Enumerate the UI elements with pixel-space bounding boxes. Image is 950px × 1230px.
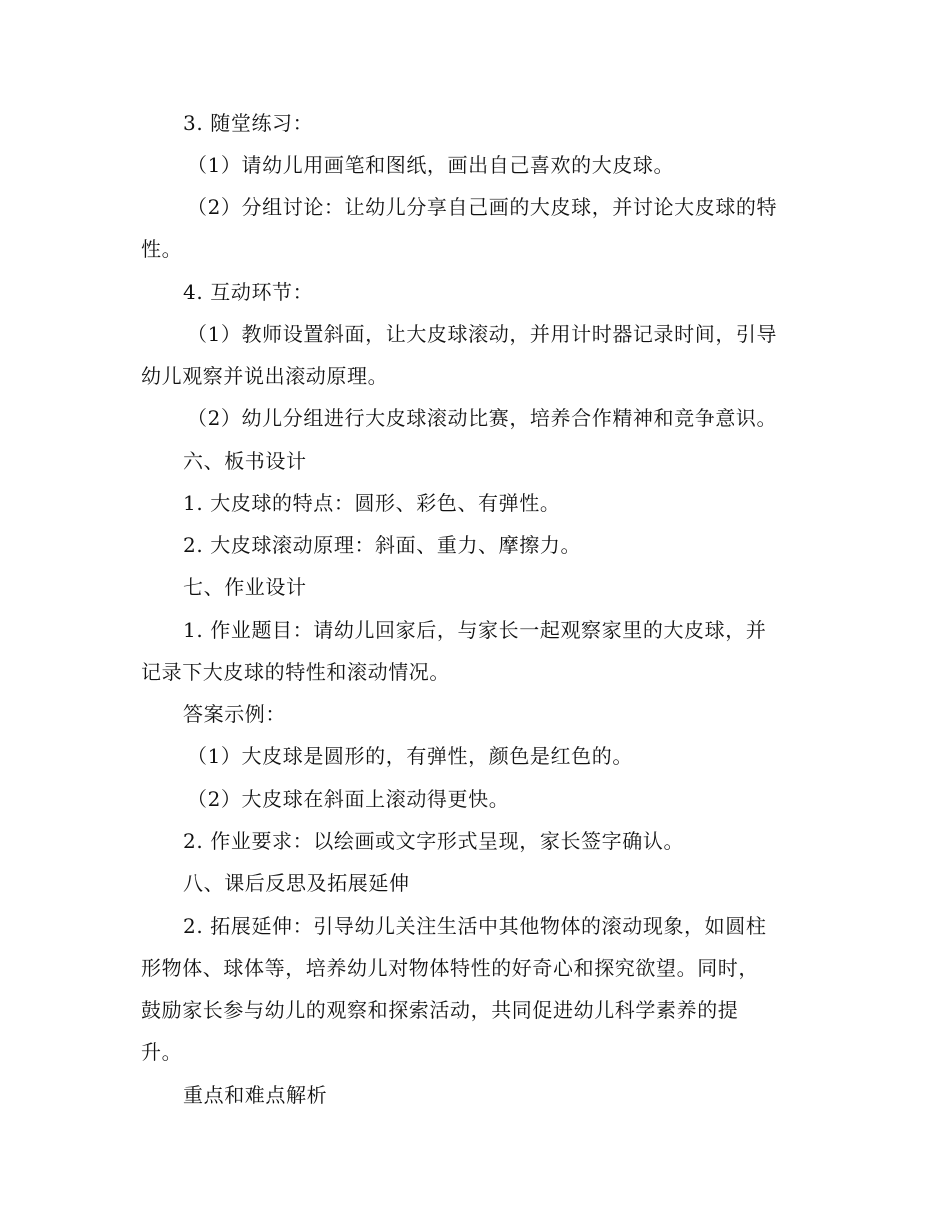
paragraph-line: 2. 大皮球滚动原理：斜面、重力、摩擦力。 — [183, 533, 582, 557]
paragraph-line: 1. 作业题目：请幼儿回家后，与家长一起观察家里的大皮球，并 — [183, 618, 767, 642]
paragraph-line: 形物体、球体等，培养幼儿对物体特性的好奇心和探究欲望。同时， — [141, 956, 759, 980]
paragraph-line: 1. 大皮球的特点：圆形、彩色、有弹性。 — [183, 491, 561, 515]
paragraph-line: 鼓励家长参与幼儿的观察和探索活动，共同促进幼儿科学素养的提 — [141, 998, 739, 1022]
paragraph-line: （2）幼儿分组进行大皮球滚动比赛，培养合作精神和竞争意识。 — [187, 406, 778, 430]
paragraph-line: （1）请幼儿用画笔和图纸，画出自己喜欢的大皮球。 — [187, 153, 675, 177]
paragraph-line: （1）大皮球是圆形的，有弹性，颜色是红色的。 — [187, 744, 633, 768]
paragraph-line: 幼儿观察并说出滚动原理。 — [141, 364, 389, 388]
section-heading-key-points: 重点和难点解析 — [183, 1083, 328, 1107]
paragraph-line: 性。 — [141, 237, 183, 261]
paragraph-line: 2. 拓展延伸：引导幼儿关注生活中其他物体的滚动现象，如圆柱 — [183, 914, 767, 938]
section-heading-homework: 七、作业设计 — [183, 575, 307, 599]
paragraph-line: 2. 作业要求：以绘画或文字形式呈现，家长签字确认。 — [183, 829, 685, 853]
paragraph-line: 记录下大皮球的特性和滚动情况。 — [141, 660, 450, 684]
paragraph-line: （2）大皮球在斜面上滚动得更快。 — [187, 787, 510, 811]
section-heading-reflection: 八、课后反思及拓展延伸 — [183, 871, 410, 895]
section-heading-interaction: 4. 互动环节： — [183, 280, 314, 304]
section-heading-practice: 3. 随堂练习： — [183, 111, 314, 135]
paragraph-line: （2）分组讨论：让幼儿分享自己画的大皮球，并讨论大皮球的特 — [187, 195, 778, 219]
section-heading-board-design: 六、板书设计 — [183, 449, 307, 473]
paragraph-line: 答案示例： — [183, 702, 286, 726]
paragraph-line: （1）教师设置斜面，让大皮球滚动，并用计时器记录时间，引导 — [187, 322, 778, 346]
paragraph-line: 升。 — [141, 1040, 183, 1064]
